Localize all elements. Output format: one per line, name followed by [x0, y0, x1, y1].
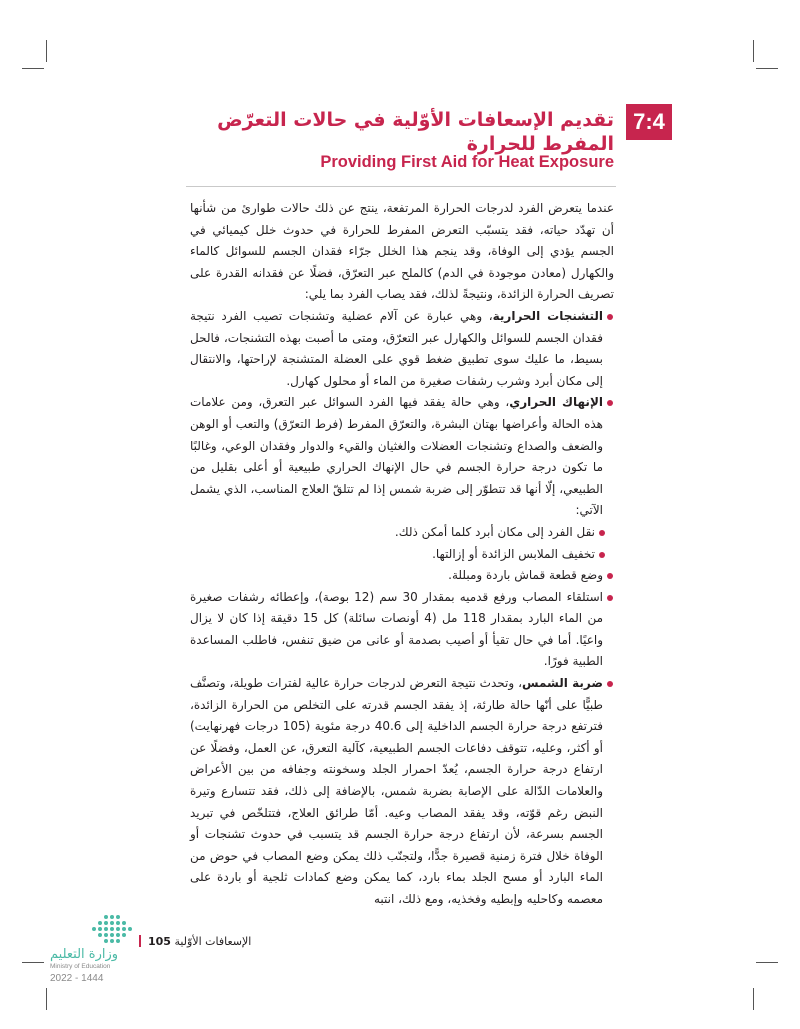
- ministry-name-arabic: وزارة التعليم: [50, 947, 119, 962]
- bullet-dot-icon: [599, 552, 605, 558]
- bullet-heat-exhaustion: [190, 392, 614, 522]
- bullet-dot-icon: [607, 314, 613, 320]
- crop-mark: [22, 962, 44, 963]
- bullet-lie-down: [190, 587, 614, 673]
- crop-mark: [756, 962, 778, 963]
- bullet-wet-cloth: [190, 565, 614, 587]
- bullet-dot-icon: [607, 681, 613, 687]
- section-title-english: Providing First Aid for Heat Exposure: [320, 153, 614, 171]
- crop-mark: [46, 40, 47, 62]
- crop-mark: [753, 40, 754, 62]
- bullet-dot-icon: [607, 400, 613, 406]
- sub-bullet-move-cooler: [190, 522, 614, 544]
- section-title-arabic: تقديم الإسعافات الأوّلية في حالات التعرّض المفرط للحرارة: [217, 109, 614, 155]
- bullet-heat-cramps: [190, 306, 614, 392]
- bullet-dot-icon: [607, 595, 613, 601]
- intro-paragraph: عندما يتعرض الفرد لدرجات الحرارة المرتفعة، ينتج عن ذلك حالات طوارئ من شأنها أن تهدّد حياته، فقد يتسبّب التعرض المفرط للحرارة في حدوث خلل كيميائي في الجسم يؤدي إلى الوفاة، وقد ينجم هذا الخلل جرّاء فقدان الجسم للسوائل كالماء والكهارل (معادن موجودة في الدم) كالملح عبر التعرّق، فضلًا عن فقدانه القدرة على تصريف الحرارة الزائدة، ونتيجةً لذلك، فقد يصاب الفرد بما يلي:: [190, 201, 614, 302]
- ministry-name-english: Ministry of Education: [50, 963, 111, 970]
- bullet-text: ، وتحدث نتيجة التعرض لدرجات حرارة عالية لفترات طويلة، وتصنَّف طبيًّا على أنّها حالة طارئة، إذ يفقد الجسم قدرته على التخلص من الحرارة الزائدة، فترتفع درجة حرارة الجسم الداخلية إلى 40.6 درجة مئوية (105 درجات فهرنهايت) أو أكثر، وعليه، تتوقف دفاعات الجسم الطبيعية، كآلية التعرق، عن العمل، وفضلًا عن ارتفاع درجة حرارة الجسم، يُعدّ احمرار الجلد وسخونته وجفافه من بين الأعراض والعلامات الدّالة على الإصابة بضربة شمس، بالإضافة إلى ذلك، فقد تتسارع وتيرة النبض رغم قوّته، وقد يفقد المصاب وعيه. أمّا طرائق العلاج، فتتلخّص في تبريد الجسم بسرعة، لأن ارتفاع درجة حرارة الجسم قد يتسبب في حدوث تشنجات أو الوفاة خلال فترة زمنية قصيرة جدًّا، ولتجنّب ذلك يمكن وضع المصاب في حوض من الماء البارد أو مسح الجلد بماء بارد، كما يمكن وضع كمادات ثلجية أو باردة على معصمه وكاحليه وإبطيه وفخذيه، ومع ذلك، انتبه: [190, 676, 603, 906]
- footer-divider: [139, 935, 141, 947]
- bullet-term: التشنجات الحرارية: [492, 308, 603, 323]
- page-number: 105: [148, 935, 171, 948]
- bullet-text: ، وهي عبارة عن آلام عضلية وتشنجات تصيب الفرد نتيجة فقدان الجسم للسوائل والكهارل عبر التعرّق، ومتى ما أصبت بهذه التشنجات، فالحل بسيط، ما عليك سوى تطبيق ضغط قوي على العضلة المتشنجة لإراحتها، والانتقال إلى مكان أبرد وشرب رشفات صغيرة من الماء أو محلول كهارل.: [190, 308, 603, 388]
- bullet-text: ، وهي حالة يفقد فيها الفرد السوائل عبر التعرق، ومن علامات هذه الحالة وأعراضها بهتان البشرة، والتعرّق المفرط (فرط التعرّق) والتعب أو الوهن والضعف والصداع وتشنجات العضلات والغثيان والقيء والدوار وفقدان الوعي، وغالبًا ما تكون درجة حرارة الجسم في حال الإنهاك الحراري طبيعية أو أعلى بقليل من الطبيعي، إلّا أنها قد تتطوّر إلى ضربة شمس إذا لم تتلقّ العلاج المناسب، الذي يشمل الآتي:: [190, 395, 603, 518]
- crop-mark: [756, 68, 778, 69]
- title-divider: [186, 186, 616, 187]
- footer-page-title: الإسعافات الأوّلية: [174, 935, 252, 948]
- section-badge: 7:4: [626, 104, 672, 140]
- sub-bullet-text: تخفيف الملابس الزائدة أو إزالتها.: [432, 546, 595, 561]
- bullet-text: استلقاء المصاب ورفع قدميه بمقدار 30 سم (12 بوصة)، وإعطائه رشفات صغيرة من الماء البارد بمقدار 118 مل (4 أونصات سائلة) كل 15 دقيقة إذا كان لا يزال واعيًا. أما في حال تقيأ أو أصيب بصدمة أو عانى من ضيق تنفس، فاطلب المساعدة الطبية فورًا.: [190, 589, 604, 669]
- crop-mark: [753, 988, 754, 1010]
- bullet-text: وضع قطعة قماش باردة ومبللة.: [448, 568, 603, 583]
- page-footer: [48, 905, 268, 985]
- body-text: [190, 198, 614, 911]
- bullet-heatstroke: [190, 673, 614, 911]
- sub-bullet-text: نقل الفرد إلى مكان أبرد كلما أمكن ذلك.: [394, 524, 595, 539]
- bullet-term: ضربة الشمس: [521, 676, 603, 691]
- bullet-dot-icon: [599, 530, 605, 536]
- footer-page-label: [148, 935, 251, 948]
- bullet-term: الإنهاك الحراري: [509, 395, 603, 410]
- bullet-dot-icon: [607, 573, 613, 579]
- crop-mark: [22, 68, 44, 69]
- sub-bullet-loosen-clothes: [190, 544, 614, 566]
- edition-year: 2022 - 1444: [50, 973, 104, 984]
- crop-mark: [46, 988, 47, 1010]
